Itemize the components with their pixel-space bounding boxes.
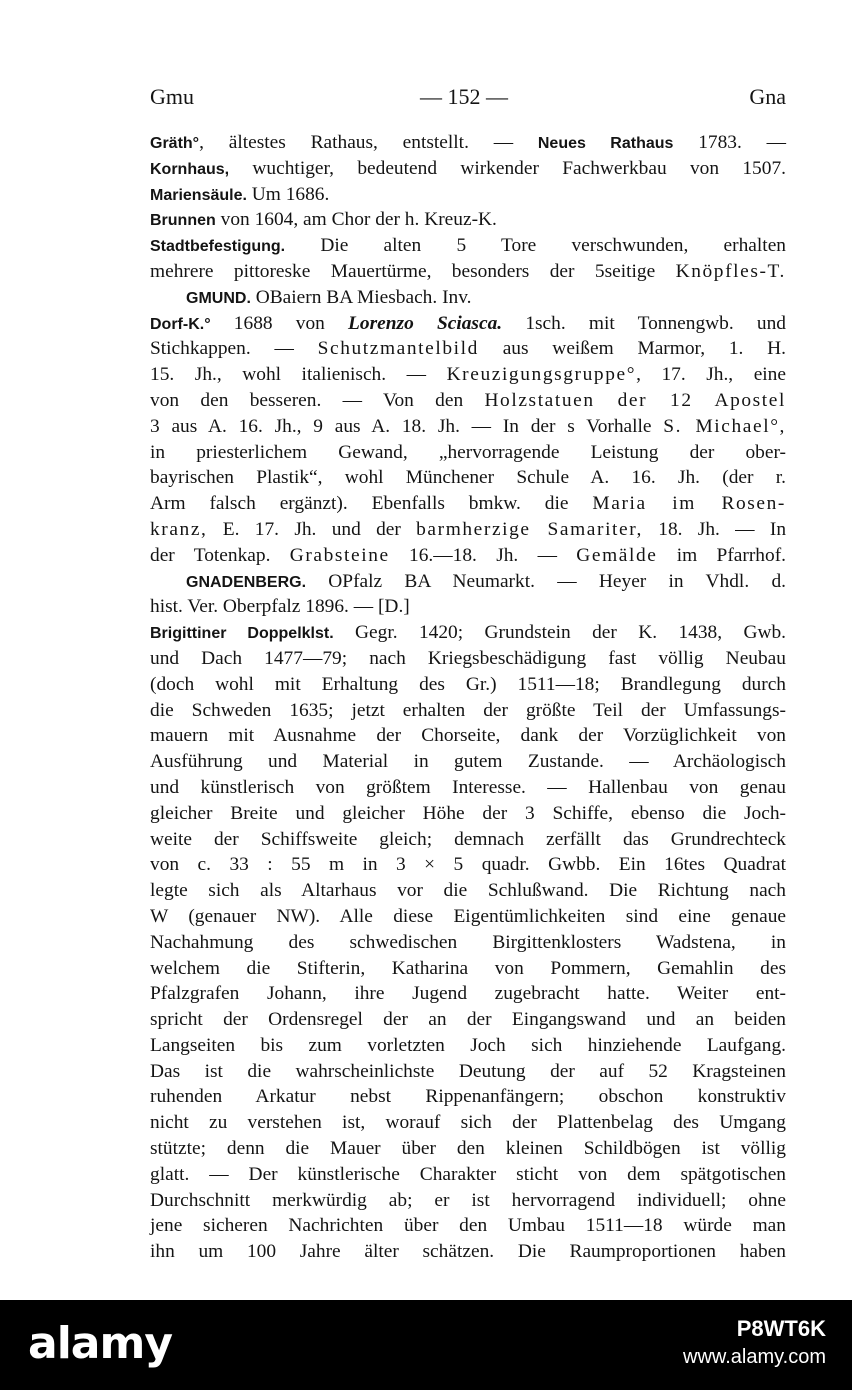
text-segment: 1688 von [210, 312, 349, 334]
text-line [150, 465, 786, 491]
text-segment: Gräth° [150, 135, 200, 152]
header-right-keyword: Gna [749, 84, 786, 109]
image-id: P8WT6K [736, 1316, 826, 1341]
text-segment: Durchschnitt merkwürdig ab; er ist hervorragend individuell; ohne [150, 1189, 786, 1211]
text-line [150, 620, 786, 646]
text-line [150, 1213, 786, 1239]
text-line [150, 1007, 786, 1033]
text-line [150, 672, 786, 698]
text-line [150, 491, 786, 517]
text-segment: barmherzige Samariter, [416, 518, 643, 540]
text-segment: von c. 33 : 55 m in 3 × 5 quadr. Gwbb. Ein 16tes Quadrat [150, 854, 786, 876]
text-line [150, 1162, 786, 1188]
text-segment: 1783. — [673, 132, 786, 153]
text-segment: Das ist die wahrscheinlichste Deutung der auf 52 Kragsteinen [150, 1060, 786, 1082]
text-segment: mehrere pittoreske Mauertürme, besonders der 5seitige [150, 260, 676, 282]
text-segment: jene sicheren Nachrichten über den Umbau 1511—18 würde man [150, 1215, 786, 1237]
text-segment: Brunnen [150, 212, 216, 230]
text-segment: von den besseren. — Von den [150, 389, 485, 411]
text-segment: 16.—18. Jh. — [389, 544, 577, 566]
text-segment: , 17. Jh., eine [636, 364, 786, 386]
page-header [150, 84, 786, 114]
text-line [150, 723, 786, 749]
site-url: www.alamy.com [683, 1346, 826, 1368]
page-body-text [150, 130, 786, 1265]
text-line [150, 259, 786, 285]
text-line [150, 981, 786, 1007]
text-segment: die Schweden 1635; jetzt erhalten der größte Teil der Umfassungs- [150, 699, 786, 721]
text-line [150, 336, 786, 362]
text-segment: Pfalzgrafen Johann, ihre Jugend zugebracht hatte. Weiter ent- [150, 983, 786, 1005]
text-line [150, 362, 786, 388]
text-segment: und künstlerisch von größtem Interesse. — Hallenbau von genau [150, 776, 786, 798]
text-segment: OBaiern BA Miesbach. Inv. [250, 286, 472, 308]
text-segment: Arm falsch ergänzt). Ebenfalls bmkw. die [150, 493, 593, 515]
text-segment: W (genauer NW). Alle diese Eigentümlichkeiten sind eine genaue [150, 905, 786, 927]
text-segment: Kornhaus, [150, 160, 230, 178]
text-segment: bayrischen Plastik“, wohl Münchener Schule A. 16. Jh. (der r. [150, 467, 786, 489]
text-segment: , ältestes Rathaus, entstellt. — [199, 132, 538, 153]
text-line [150, 233, 786, 259]
text-line [150, 569, 786, 595]
text-segment: spricht der Ordensregel der an der Eingangswand und an beiden [150, 1009, 786, 1031]
text-line [150, 930, 786, 956]
text-line [150, 904, 786, 930]
text-segment: wuchtiger, bedeutend wirkender Fachwerkbau von 1507. [229, 157, 786, 179]
text-line [150, 956, 786, 982]
text-segment: gleicher Breite und gleicher Höhe der 3 Schiffe, ebenso die Joch- [150, 802, 786, 824]
text-line [150, 130, 786, 156]
text-line [150, 182, 786, 208]
text-segment: legte sich als Altarhaus vor die Schlußwand. Die Richtung nach [150, 880, 786, 902]
text-segment: Stadtbefestigung. [150, 238, 286, 256]
text-line [150, 1084, 786, 1110]
text-line [150, 207, 786, 233]
text-line [150, 1239, 786, 1265]
text-line [150, 1033, 786, 1059]
text-line [150, 852, 786, 878]
text-line [150, 594, 786, 620]
text-segment: Die alten 5 Tore verschwunden, erhalten [285, 235, 786, 257]
text-segment: mauern mit Ausnahme der Chorseite, dank der Vorzüglichkeit von [150, 725, 786, 747]
text-segment: GNADENBERG. [186, 573, 307, 591]
text-segment: weite der Schiffsweite gleich; demnach zerfällt das Grundrechteck [150, 828, 786, 850]
text-segment: GMUND. [186, 289, 251, 307]
text-segment: 1sch. mit Tonnengwb. und [502, 312, 786, 334]
text-segment: Grabsteine [289, 544, 390, 566]
text-line [150, 1110, 786, 1136]
text-segment: in priesterlichem Gewand, „hervorragende Leistung der ober- [150, 441, 786, 463]
text-segment: der Totenkap. [150, 544, 290, 566]
text-segment: Schutzmantelbild [317, 338, 479, 360]
text-line [150, 543, 786, 569]
text-line [150, 1136, 786, 1162]
text-segment: hist. Ver. Oberpfalz 1896. — [D.] [150, 596, 410, 618]
text-segment: nicht zu verstehen ist, worauf sich der Plattenbelag des Umgang [150, 1112, 786, 1134]
text-line [150, 878, 786, 904]
text-line [150, 156, 786, 182]
text-segment: 15. Jh., wohl italienisch. — [150, 364, 447, 386]
text-segment: Mariensäule. [150, 186, 247, 204]
text-segment: Nachahmung des schwedischen Birgittenklosters Wadstena, in [150, 931, 786, 953]
text-line [150, 517, 786, 543]
text-segment: glatt. — Der künstlerische Charakter sticht von dem spätgotischen [150, 1163, 786, 1185]
text-segment: Gegr. 1420; Grundstein der K. 1438, Gwb. [333, 622, 787, 644]
text-segment: 3 aus A. 16. Jh., 9 aus A. 18. Jh. — In der s Vorhalle [150, 415, 664, 437]
text-segment: E. 17. Jh. und der [207, 518, 417, 540]
text-line [150, 801, 786, 827]
text-segment: 18. Jh. — In [642, 518, 787, 540]
text-segment: Neues Rathaus [537, 135, 674, 152]
text-segment: Holzstatuen der 12 Apostel [484, 389, 786, 411]
text-line [150, 749, 786, 775]
text-segment: Kreuzigungsgruppe° [446, 364, 637, 386]
text-segment: (doch wohl mit Erhaltung des Gr.) 1511—18; Brandlegung durch [150, 673, 786, 695]
alamy-logo [28, 1318, 172, 1369]
text-segment: S. Michael°, [663, 415, 786, 437]
text-line [150, 1059, 786, 1085]
text-line [150, 698, 786, 724]
text-segment: im Pfarrhof. [657, 544, 787, 566]
text-segment: und Dach 1477—79; nach Kriegsbeschädigung fast völlig Neubau [150, 647, 786, 669]
text-segment: Ausführung und Material in gutem Zustande. — Archäologisch [150, 751, 786, 773]
alamy-logo-text: alamy [28, 1318, 172, 1369]
text-segment: Brigittiner Doppelklst. [150, 625, 334, 643]
text-line [150, 1188, 786, 1214]
header-left-keyword: Gmu [150, 84, 194, 109]
text-segment: kranz, [150, 518, 208, 540]
text-line [150, 414, 786, 440]
text-segment: aus weißem Marmor, 1. H. [478, 338, 786, 360]
text-segment: Um 1686. [246, 183, 330, 205]
text-segment: Gemälde [576, 544, 658, 566]
text-line [150, 311, 786, 337]
text-line [150, 285, 786, 311]
text-segment: Langseiten bis zum vorletzten Joch sich hinziehende Laufgang. [150, 1034, 786, 1056]
text-line [150, 827, 786, 853]
text-segment: Maria im Rosen- [592, 493, 786, 515]
text-segment: welchem die Stifterin, Katharina von Pommern, Gemahlin des [150, 957, 786, 979]
text-line [150, 646, 786, 672]
text-segment: Knöpfles-T. [675, 260, 786, 282]
text-line [150, 440, 786, 466]
text-segment: OPfalz BA Neumarkt. — Heyer in Vhdl. d. [306, 570, 786, 592]
text-segment: von 1604, am Chor der h. Kreuz-K. [215, 209, 497, 231]
page-number: — 152 — [420, 84, 508, 109]
text-segment: Stichkappen. — [150, 338, 318, 360]
text-segment: ruhenden Arkatur nebst Rippenanfängern; obschon konstruktiv [150, 1086, 786, 1108]
text-segment: Dorf-K.° [150, 315, 211, 333]
text-segment: Lorenzo Sciasca. [348, 312, 503, 334]
text-segment: stützte; denn die Mauer über den kleinen Schildbögen ist völlig [150, 1138, 786, 1160]
text-line [150, 775, 786, 801]
text-line [150, 388, 786, 414]
text-segment: ihn um 100 Jahre älter schätzen. Die Raumproportionen haben [150, 1241, 786, 1263]
